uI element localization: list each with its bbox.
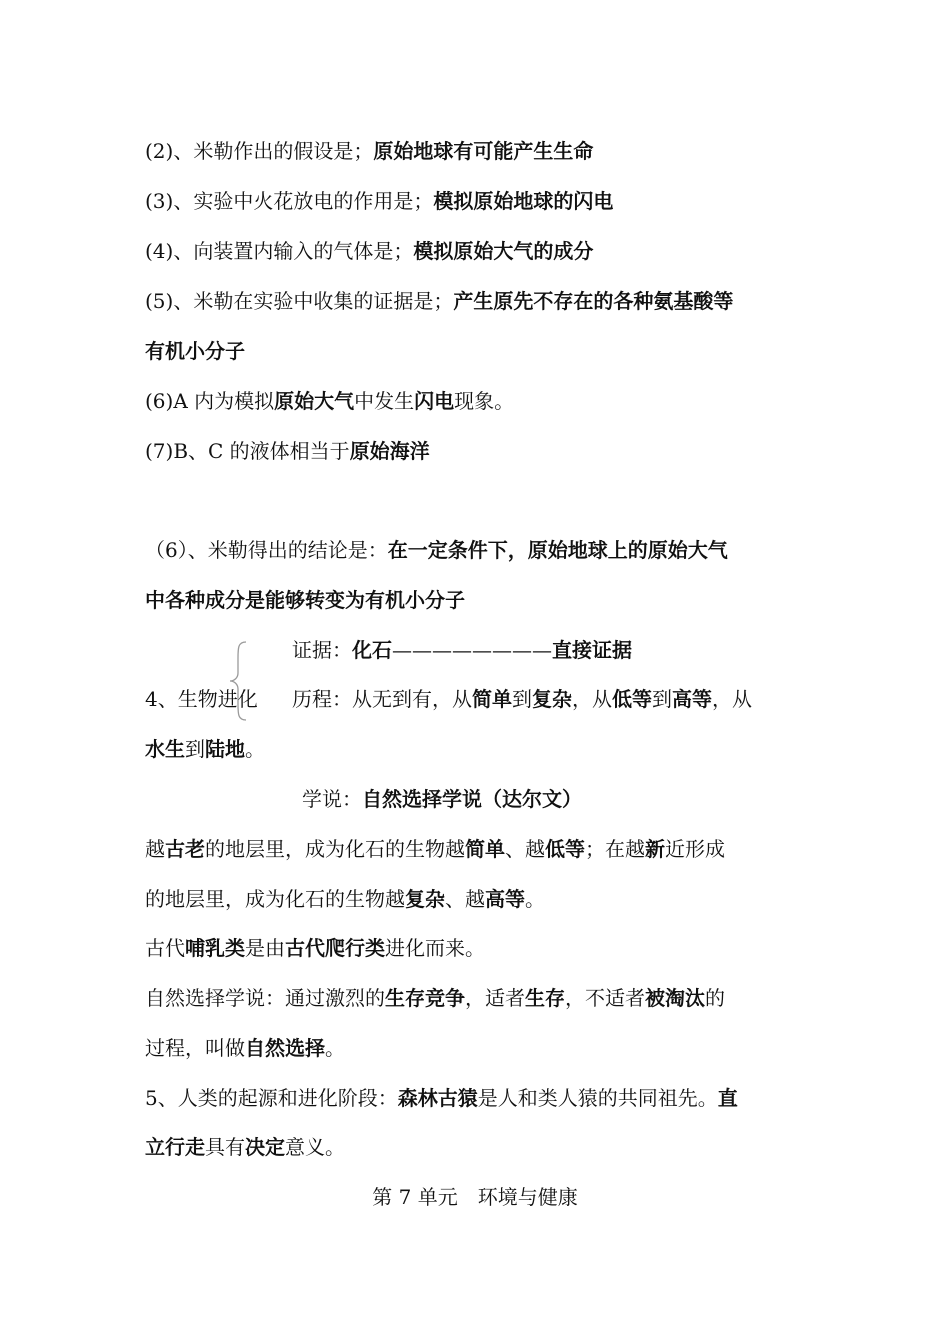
bold-text: 原始大气: [274, 389, 355, 413]
text-run: 到: [652, 687, 672, 711]
text-run: 。: [325, 1036, 345, 1060]
bold-text: 决定: [245, 1135, 285, 1159]
text-line-strata: [145, 835, 725, 863]
text-line-theory: [302, 785, 582, 813]
bold-text: 在一定条件下，原始地球上的原始大气: [387, 538, 728, 562]
text-run: 证据：: [292, 638, 352, 662]
bold-text: 复杂: [532, 687, 572, 711]
text-line-conclusion-cont: [145, 586, 465, 614]
text-run: 是人和类人猿的共同祖先。: [477, 1086, 718, 1110]
bold-text: 古老: [165, 837, 205, 861]
text-run: 是由: [245, 936, 285, 960]
text-line-human-origin: [145, 1084, 738, 1112]
text-run: (2)、米勒作出的假设是；: [145, 139, 374, 163]
text-run: 古代: [145, 936, 185, 960]
text-run: 现象。: [454, 389, 515, 413]
text-line-spark-role: [145, 187, 613, 215]
text-run: 。: [525, 887, 545, 911]
unit-heading: [0, 1183, 950, 1211]
bold-text: 模拟原始大气的成分: [413, 239, 594, 263]
bold-text: 直: [717, 1086, 738, 1110]
bold-text: 模拟原始地球的闪电: [433, 189, 614, 213]
bold-text: 中各种成分是能够转变为有机小分子: [145, 588, 465, 612]
bold-text: 古代爬行类: [285, 936, 385, 960]
text-run: 意义。: [285, 1135, 345, 1159]
text-line-fossil-evidence: [292, 636, 632, 664]
text-run: (7)B、C 的液体相当于: [145, 439, 350, 463]
bold-text: 原始海洋: [349, 439, 430, 463]
text-run: 具有: [205, 1135, 245, 1159]
text-line-mammals: [145, 934, 485, 962]
text-run: 过程，叫做: [145, 1036, 245, 1060]
text-run: 中发生: [354, 389, 415, 413]
text-line-input-gas: [145, 237, 593, 265]
text-run: 的地层里，成为化石的生物越: [205, 837, 465, 861]
text-run: ————————: [392, 638, 552, 662]
text-line-container-a: [145, 387, 514, 415]
bold-text: 生存: [525, 986, 565, 1010]
text-run: 4、生物进化: [145, 687, 258, 711]
text-run: 第 7 单元 环境与健康: [372, 1185, 578, 1209]
bold-text: 低等: [545, 837, 585, 861]
text-run: (3)、实验中火花放电的作用是；: [145, 189, 434, 213]
bold-text: 化石: [352, 638, 392, 662]
text-run: 越: [145, 837, 165, 861]
bold-text: 有机小分子: [145, 339, 245, 363]
bold-text: 陆地: [205, 737, 245, 761]
text-run: ；在越: [585, 837, 645, 861]
text-run: ，从: [572, 687, 612, 711]
text-run: 自然选择学说：通过激烈的: [145, 986, 385, 1010]
text-line-evidence: [145, 287, 733, 315]
text-run: 近形成: [665, 837, 725, 861]
bold-text: 简单: [465, 837, 505, 861]
text-run: ，从: [712, 687, 752, 711]
bold-text: 复杂: [405, 887, 445, 911]
text-run: 学说：: [302, 787, 362, 811]
text-run: 。: [245, 737, 265, 761]
bold-text: 高等: [485, 887, 525, 911]
text-run: ，不适者: [565, 986, 645, 1010]
text-run: 、越: [445, 887, 485, 911]
bold-text: 高等: [672, 687, 712, 711]
text-line-evolution-history-cont: [145, 735, 265, 763]
text-line-conclusion: [145, 536, 728, 564]
bold-text: 立行走: [145, 1135, 205, 1159]
text-run: 到: [185, 737, 205, 761]
bold-text: 直接证据: [552, 638, 632, 662]
bold-text: 自然选择: [245, 1036, 325, 1060]
text-run: ，适者: [465, 986, 525, 1010]
text-run: 的地层里，成为化石的生物越: [145, 887, 405, 911]
bold-text: 新: [645, 837, 665, 861]
bold-text: 森林古猿: [397, 1086, 478, 1110]
text-run: (5)、米勒在实验中收集的证据是；: [145, 289, 454, 313]
bold-text: 低等: [612, 687, 652, 711]
text-run: (6)A 内为模拟: [145, 389, 275, 413]
bold-text: 产生原先不存在的各种氨基酸等: [453, 289, 734, 313]
bold-text: 闪电: [414, 389, 455, 413]
bold-text: 自然选择学说（达尔文）: [362, 787, 582, 811]
text-run: 进化而来。: [385, 936, 485, 960]
text-line-strata-cont: [145, 885, 545, 913]
bold-text: 被淘汰: [645, 986, 705, 1010]
text-line-natural-selection: [145, 984, 725, 1012]
text-line-hypothesis: [145, 137, 593, 165]
text-run: 的: [705, 986, 725, 1010]
text-run: 到: [512, 687, 532, 711]
text-run: 、越: [505, 837, 545, 861]
text-line-evolution-label: [145, 685, 258, 713]
bold-text: 原始地球有可能产生生命: [373, 139, 594, 163]
text-run: （6）、米勒得出的结论是：: [145, 538, 388, 562]
text-run: (4)、向装置内输入的气体是；: [145, 239, 414, 263]
text-run: 5、人类的起源和进化阶段：: [145, 1086, 398, 1110]
text-line-liquid-bc: [145, 437, 430, 465]
bold-text: 哺乳类: [185, 936, 245, 960]
text-line-evidence-cont: [145, 337, 245, 365]
bold-text: 简单: [472, 687, 512, 711]
text-line-evolution-history: [292, 685, 752, 713]
text-run: 历程：从无到有，从: [292, 687, 472, 711]
text-line-human-origin-cont: [145, 1133, 345, 1161]
bold-text: 生存竞争: [385, 986, 465, 1010]
bold-text: 水生: [145, 737, 185, 761]
text-line-natural-selection-cont: [145, 1034, 345, 1062]
